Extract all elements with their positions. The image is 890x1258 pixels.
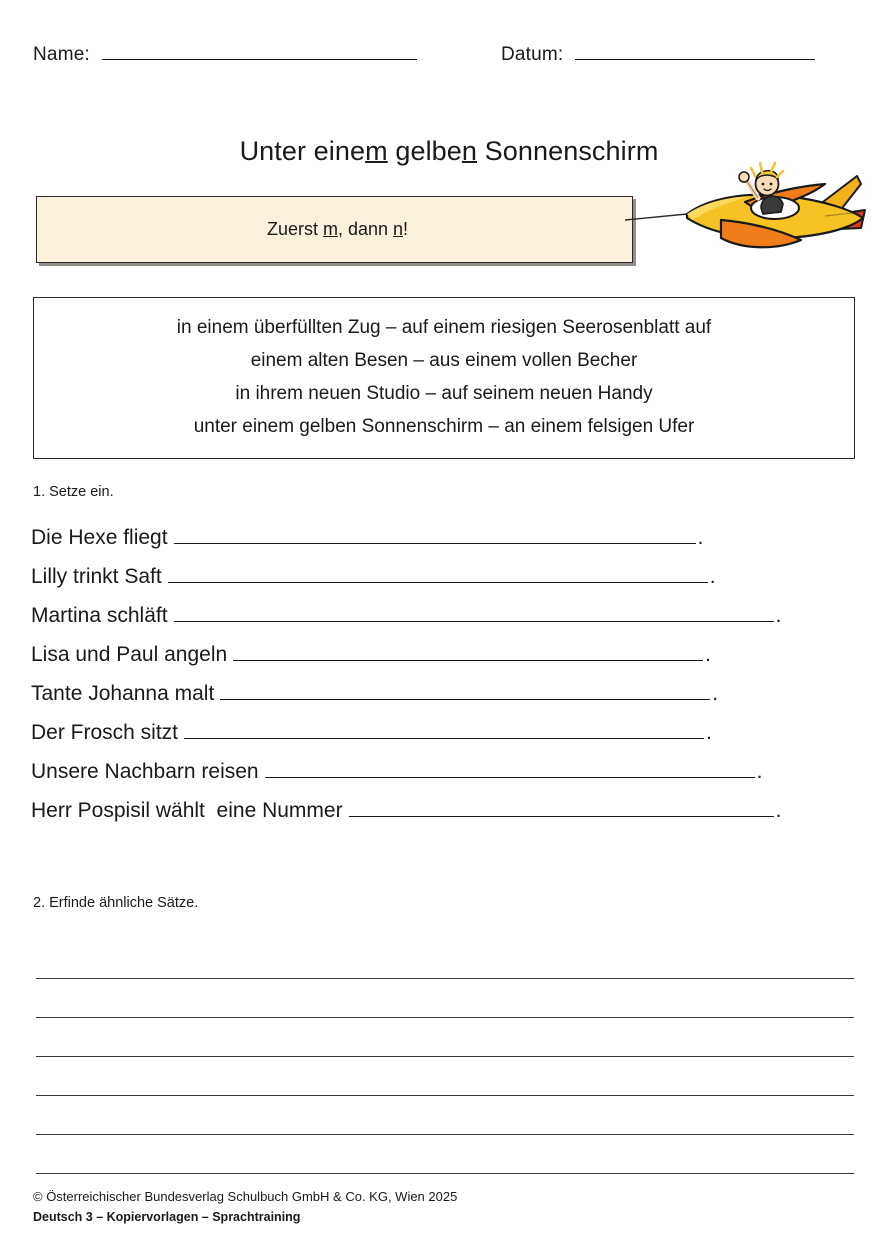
exercise-row	[31, 565, 857, 604]
sentence-period: .	[705, 643, 712, 666]
writing-line[interactable]	[36, 1135, 854, 1174]
title-underline-n: n	[461, 136, 478, 166]
instruction-part-2: , dann	[337, 219, 394, 239]
writing-line[interactable]	[36, 1096, 854, 1135]
exercise-sentence: Der Frosch sitzt	[31, 721, 179, 744]
task-2-writing-lines	[36, 940, 854, 1174]
answer-rule[interactable]	[220, 682, 710, 700]
answer-rule[interactable]	[174, 526, 696, 544]
answer-rule[interactable]	[168, 565, 708, 583]
title-part-3: Sonnenschirm	[477, 136, 659, 166]
name-label: Name:	[33, 44, 90, 65]
exercise-sentence: Lisa und Paul angeln	[31, 643, 228, 666]
airplane-illustration	[625, 158, 870, 283]
answer-rule[interactable]	[174, 604, 774, 622]
task-2-label: 2. Erfinde ähnliche Sätze.	[33, 895, 199, 911]
writing-line[interactable]	[36, 979, 854, 1018]
exercise-row	[31, 526, 857, 565]
answer-rule[interactable]	[349, 799, 774, 817]
date-input-rule[interactable]	[575, 45, 815, 60]
exercise-row	[31, 760, 857, 799]
sentence-period: .	[775, 604, 782, 627]
word-bank-line: in einem überfüllten Zug – auf einem riesigen Seerosenblatt auf	[176, 317, 712, 339]
sentence-period: .	[709, 565, 716, 588]
exercise-sentence: Martina schläft	[31, 604, 168, 627]
instruction-underline-n: n	[393, 219, 404, 239]
instruction-banner	[36, 196, 633, 263]
sentence-period: .	[712, 682, 719, 705]
exercise-sentence: Unsere Nachbarn reisen	[31, 760, 259, 783]
sentence-period: .	[775, 799, 782, 822]
word-bank-line: in ihrem neuen Studio – auf seinem neuen Handy	[235, 383, 653, 404]
series-text: Deutsch 3 – Kopiervorlagen – Sprachtraining	[33, 1209, 301, 1224]
instruction-part-3: !	[403, 219, 409, 239]
title-part-2: gelbe	[387, 136, 462, 166]
header-fields	[33, 44, 854, 66]
writing-line[interactable]	[36, 940, 854, 979]
exercise-sentence: Die Hexe fliegt	[31, 526, 168, 549]
task-1-exercise-list	[31, 526, 857, 838]
title-part-1: Unter eine	[239, 136, 366, 166]
sentence-period: .	[756, 760, 763, 783]
task-1-label: 1. Setze ein.	[33, 484, 114, 500]
writing-line[interactable]	[36, 1018, 854, 1057]
exercise-row	[31, 721, 857, 760]
title-underline-m: m	[365, 136, 388, 166]
writing-line[interactable]	[36, 1057, 854, 1096]
name-input-rule[interactable]	[102, 45, 417, 60]
exercise-row	[31, 604, 857, 643]
word-bank-line: unter einem gelben Sonnenschirm – an einem felsigen Ufer	[193, 415, 695, 437]
word-bank-box	[33, 297, 855, 459]
exercise-row	[31, 682, 857, 721]
exercise-sentence: Lilly trinkt Saft	[31, 565, 162, 588]
sentence-period: .	[706, 721, 712, 744]
date-label: Datum:	[500, 44, 564, 65]
airplane-icon	[625, 158, 870, 283]
word-bank-line: einem alten Besen – aus einem vollen Becher	[250, 350, 638, 372]
copyright-text: © Österreichischer Bundesverlag Schulbuch GmbH & Co. KG, Wien 2025	[33, 1189, 458, 1205]
footer	[33, 1187, 457, 1227]
exercise-sentence: Tante Johanna malt	[31, 682, 215, 705]
instruction-text	[261, 219, 408, 240]
exercise-sentence: Herr Pospisil wählt eine Nummer	[31, 799, 343, 822]
answer-rule[interactable]	[184, 721, 704, 739]
instruction-underline-m: m	[322, 219, 338, 239]
answer-rule[interactable]	[265, 760, 755, 778]
sentence-period: .	[697, 526, 704, 549]
exercise-row	[31, 799, 857, 838]
instruction-part-1: Zuerst	[266, 219, 323, 239]
exercise-row	[31, 643, 857, 682]
answer-rule[interactable]	[233, 643, 703, 661]
